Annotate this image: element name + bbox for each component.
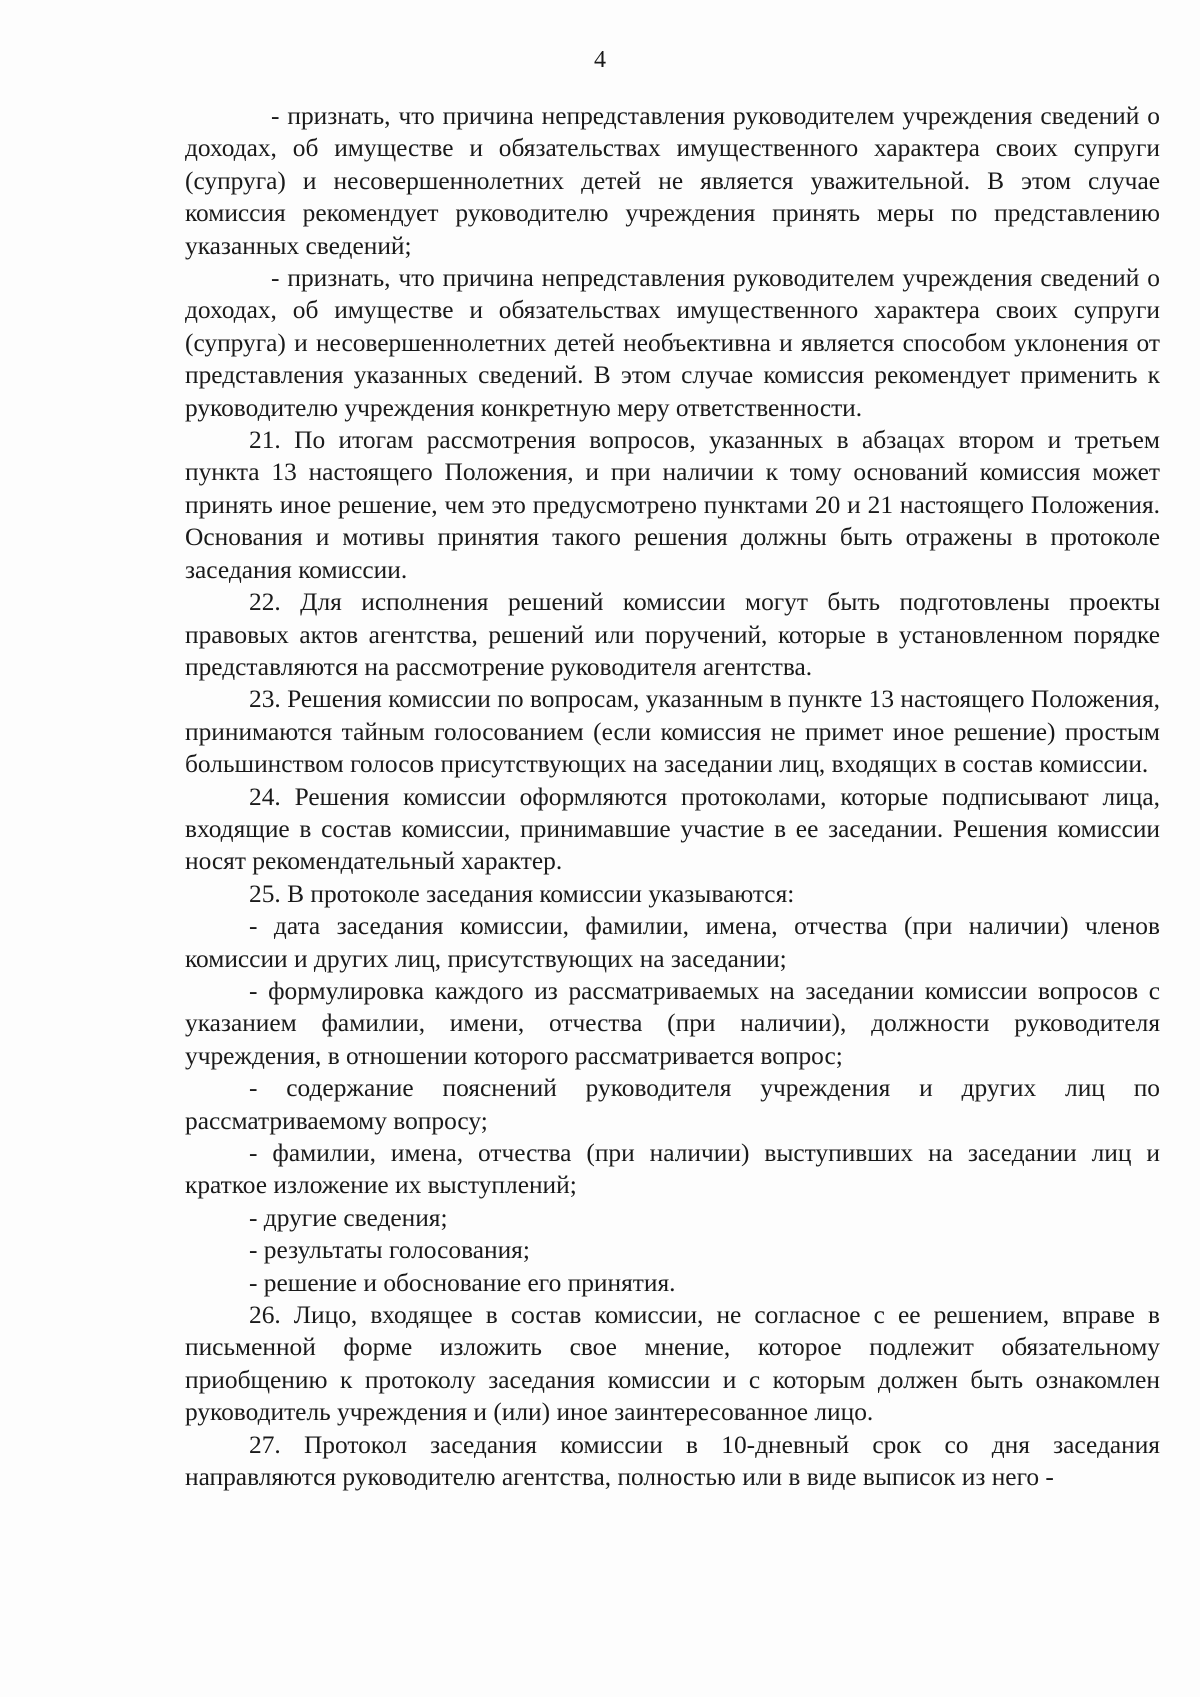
list-item-explanations: - содержание пояснений руководителя учреждения и других лиц по рассматриваемому вопросу; <box>185 1074 1160 1135</box>
paragraph-21: 21. По итогам рассмотрения вопросов, указанных в абзацах втором и третьем пункта 13 настоящего Положения, и при наличии к тому оснований комиссия может принять иное решение, чем это предусмотрено пунктами 20 и 21 настоящего Положения. Основания и мотивы принятия такого решения должны быть отражены в протоколе заседания комиссии. <box>185 426 1160 584</box>
list-item-question-wording: - формулировка каждого из рассматриваемых на заседании комиссии вопросов с указанием фамилии, имени, отчества (при наличии), должности руководителя учреждения, в отношении которого рассматривается вопрос; <box>185 976 1160 1070</box>
list-item-other-info: - другие сведения; <box>249 1203 448 1232</box>
paragraph-26: 26. Лицо, входящее в состав комиссии, не согласное с ее решением, вправе в письменной форме изложить свое мнение, которое подлежит обязательному приобщению к протоколу заседания комиссии и с которым должен быть ознакомлен руководитель учреждения и (или) иное заинтересованное лицо. <box>185 1301 1160 1427</box>
paragraph-22: 22. Для исполнения решений комиссии могут быть подготовлены проекты правовых актов агентства, решений или поручений, которые в установленном порядке представляются на рассмотрение руководителя агентства. <box>185 588 1160 681</box>
paragraph-recognize-not-valid: - признать, что причина непредставления руководителем учреждения сведений о доходах, об имуществе и обязательствах имущественного характера своих супруги (супруга) и несовершеннолетних детей не является уважительной. В этом случае комиссия рекомендует руководителю учреждения принять меры по представлению указанных сведений; <box>185 102 1160 260</box>
list-item-voting-results: - результаты голосования; <box>249 1236 530 1265</box>
paragraph-27: 27. Протокол заседания комиссии в 10-дневный срок со дня заседания направляются руководителю агентства, полностью или в виде выписок из него - <box>185 1430 1160 1492</box>
paragraph-25: 25. В протоколе заседания комиссии указываются: <box>249 879 795 908</box>
page-number: 4 <box>594 47 606 73</box>
list-item-decision: - решение и обоснование его принятия. <box>249 1268 676 1297</box>
paragraph-24: 24. Решения комиссии оформляются протоколами, которые подписывают лица, входящие в состав комиссии, принимавшие участие в ее заседании. Решения комиссии носят рекомендательный характер. <box>185 782 1160 876</box>
paragraph-23: 23. Решения комиссии по вопросам, указанным в пункте 13 настоящего Положения, принимаются тайным голосованием (если комиссия не примет иное решение) простым большинством голосов присутствующих на заседании лиц, входящих в состав комиссии. <box>185 685 1160 779</box>
list-item-meeting-date: - дата заседания комиссии, фамилии, имена, отчества (при наличии) членов комиссии и других лиц, присутствующих на заседании; <box>185 912 1160 973</box>
paragraph-recognize-evasion: - признать, что причина непредставления руководителем учреждения сведений о доходах, об имуществе и обязательствах имущественного характера своих супруги (супруга) и несовершеннолетних детей необъективна и является способом уклонения от представления указанных сведений. В этом случае комиссия рекомендует применить к руководителю учреждения конкретную меру ответственности. <box>185 264 1160 422</box>
list-item-speakers: - фамилии, имена, отчества (при наличии) выступивших на заседании лиц и краткое изложение их выступлений; <box>185 1139 1160 1200</box>
document-body <box>185 100 1160 1493</box>
